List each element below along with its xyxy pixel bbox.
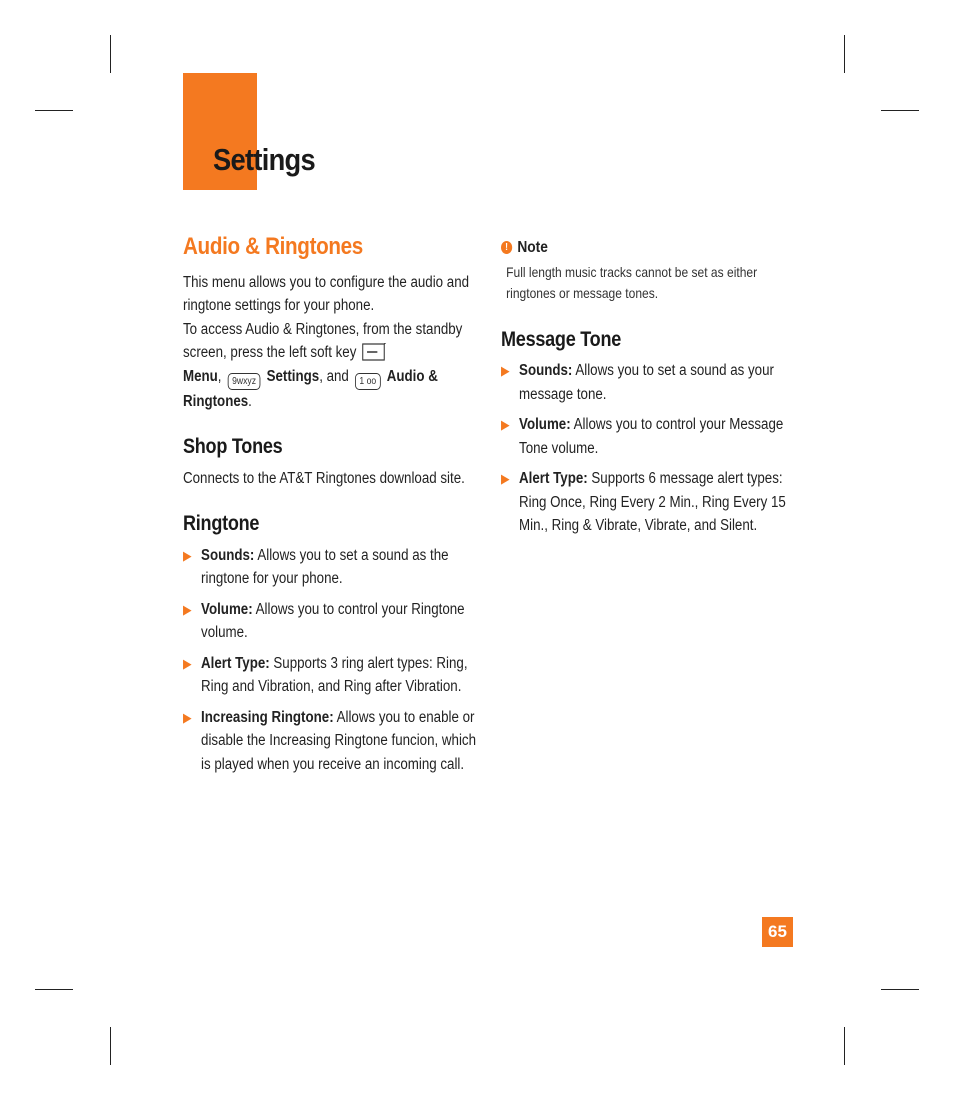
bullet-arrow-icon: ▶ <box>501 471 510 486</box>
note-text: Full length music tracks cannot be set as either ringtones or message tones. <box>506 263 758 301</box>
list-item: ▶ Volume: Allows you to control your Message Tone volume. <box>501 413 800 460</box>
crop-mark <box>881 110 919 111</box>
section-title-audio-ringtones: Audio & Ringtones <box>183 233 363 260</box>
crop-mark <box>844 1027 845 1065</box>
ringtone-title: Ringtone <box>183 512 260 535</box>
bullet-arrow-icon: ▶ <box>501 417 510 432</box>
bullet-arrow-icon: ▶ <box>183 655 192 671</box>
message-tone-list <box>501 359 800 538</box>
shop-tones-title: Shop Tones <box>183 435 283 458</box>
list-item: ▶ Alert Type: Supports 6 message alert types: Ring Once, Ring Every 2 Min., Ring Every 15 Min., Ring & Vibrate, Vibrate, and Silent. <box>501 467 800 538</box>
intro-text: This menu allows you to configure the audio and ringtone settings for your phone. To access Audio & Ringtones, from the standby screen, press the left soft key Menu, 9wxyz Settings, and 1 oo Audio & Ringtones. <box>183 273 470 410</box>
left-column <box>183 235 483 783</box>
left-soft-key-icon <box>362 343 390 361</box>
bullet-arrow-icon: ▶ <box>501 363 510 378</box>
shop-tones-text: Connects to the AT&T Ringtones download site. <box>183 469 465 487</box>
right-column <box>501 236 801 545</box>
crop-mark <box>110 1027 111 1065</box>
list-item: ▶ Increasing Ringtone: Allows you to enable or disable the Increasing Ringtone funcion, which is played when you receive an incoming call. <box>183 706 482 777</box>
bullet-arrow-icon: ▶ <box>183 547 192 563</box>
crop-mark <box>881 989 919 990</box>
crop-mark <box>35 110 73 111</box>
page-number: 65 <box>762 917 793 947</box>
list-item: ▶ Volume: Allows you to control your Ringtone volume. <box>183 598 482 645</box>
crop-mark <box>844 35 845 73</box>
key-1-icon: 1 oo <box>355 373 380 390</box>
key-9-icon: 9wxyz <box>228 373 261 390</box>
crop-mark <box>110 35 111 73</box>
exclamation-icon: ! <box>501 241 512 254</box>
page-title: Settings <box>213 142 315 177</box>
crop-mark <box>35 989 73 990</box>
ringtone-list <box>183 544 482 777</box>
list-item: ▶ Sounds: Allows you to set a sound as your message tone. <box>501 359 800 406</box>
note-header: ! Note <box>501 236 800 260</box>
bullet-arrow-icon: ▶ <box>183 601 192 617</box>
message-tone-title: Message Tone <box>501 327 622 351</box>
list-item: ▶ Alert Type: Supports 3 ring alert types: Ring, Ring and Vibration, and Ring after Vibration. <box>183 652 482 699</box>
bullet-arrow-icon: ▶ <box>183 709 192 725</box>
list-item: ▶ Sounds: Allows you to set a sound as the ringtone for your phone. <box>183 544 482 591</box>
